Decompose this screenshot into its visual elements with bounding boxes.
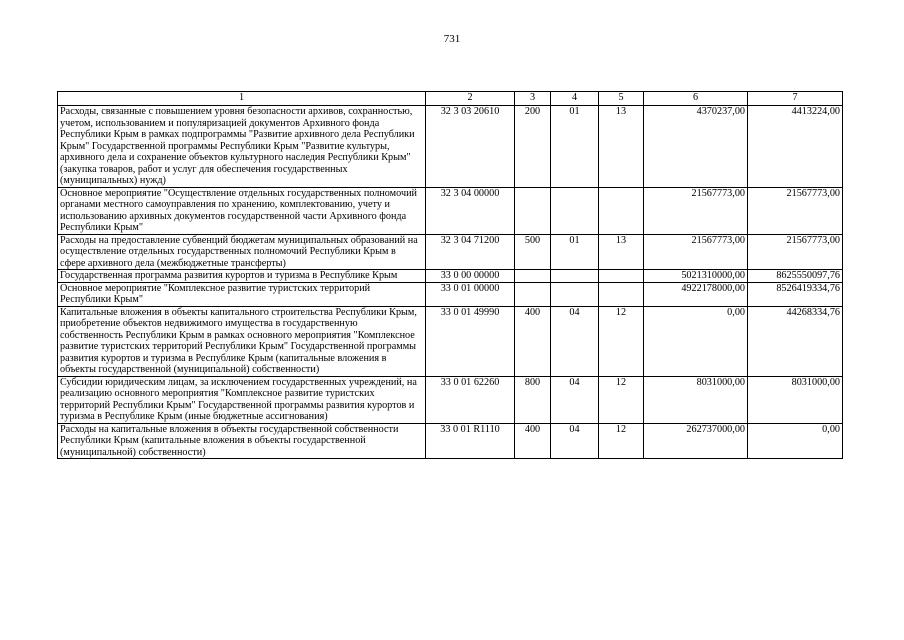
page-number: 731: [443, 33, 461, 45]
row-name: Государственная программа развития курортов и туризма в Республике Крым: [58, 270, 426, 283]
table-row: [58, 106, 843, 188]
row-col-3: 800: [515, 376, 551, 423]
row-col-3: 500: [515, 234, 551, 270]
row-name: Основное мероприятие "Комплексное развитие туристских территорий Республики Крым": [58, 282, 426, 306]
row-code: 32 3 03 20610: [426, 106, 515, 188]
header-cell: 1: [58, 92, 426, 106]
header-cell: 4: [551, 92, 599, 106]
row-code: 32 3 04 71200: [426, 234, 515, 270]
row-col-5: 12: [599, 423, 644, 459]
row-col-5: [599, 282, 644, 306]
header-row: [58, 92, 843, 106]
table-row: [58, 423, 843, 459]
header-cell: 7: [748, 92, 843, 106]
header-cell: 6: [644, 92, 748, 106]
row-col-5: [599, 187, 644, 234]
row-col-3: [515, 187, 551, 234]
row-col-3: 200: [515, 106, 551, 188]
table-row: [58, 187, 843, 234]
row-col-4: 01: [551, 234, 599, 270]
row-col-7: 0,00: [748, 423, 843, 459]
row-name: Расходы на капитальные вложения в объекты государственной собственности Республики Крым (капитальные вложения в объекты государственной (муниципальной) собственности): [58, 423, 426, 459]
table-row: [58, 306, 843, 376]
row-code: 33 0 01 49990: [426, 306, 515, 376]
row-name: Субсидии юридическим лицам, за исключением государственных учреждений, на реализацию основного мероприятия "Комплексное развитие туристских территорий Республики Крым" Государственной программы развития курортов и туризма в Республике Крым (иные бюджетные ассигнования): [58, 376, 426, 423]
row-col-4: 04: [551, 423, 599, 459]
row-name: Основное мероприятие "Осуществление отдельных государственных полномочий органами местного самоуправления по хранению, комплектованию, учету и использованию архивных документов государственной части Архивного фонда Республики Крым": [58, 187, 426, 234]
header-cell: 5: [599, 92, 644, 106]
row-col-7: 21567773,00: [748, 234, 843, 270]
row-col-5: [599, 270, 644, 283]
row-code: 33 0 01 R1110: [426, 423, 515, 459]
header-cell: 3: [515, 92, 551, 106]
row-col-4: 04: [551, 376, 599, 423]
row-code: 33 0 00 00000: [426, 270, 515, 283]
row-col-6: 262737000,00: [644, 423, 748, 459]
row-col-3: [515, 270, 551, 283]
row-col-7: 21567773,00: [748, 187, 843, 234]
row-code: 33 0 01 00000: [426, 282, 515, 306]
row-col-3: 400: [515, 423, 551, 459]
row-col-5: 13: [599, 106, 644, 188]
row-col-6: 4370237,00: [644, 106, 748, 188]
row-col-6: 8031000,00: [644, 376, 748, 423]
row-col-6: 5021310000,00: [644, 270, 748, 283]
row-col-7: 44268334,76: [748, 306, 843, 376]
row-col-5: 12: [599, 306, 644, 376]
row-col-7: 4413224,00: [748, 106, 843, 188]
row-code: 32 3 04 00000: [426, 187, 515, 234]
row-name: Расходы на предоставление субвенций бюджетам муниципальных образований на осуществление отдельных государственных полномочий Республики Крым в сфере архивного дела (межбюджетные трансферты): [58, 234, 426, 270]
table-row: [58, 376, 843, 423]
row-col-6: 4922178000,00: [644, 282, 748, 306]
header-cell: 2: [426, 92, 515, 106]
row-code: 33 0 01 62260: [426, 376, 515, 423]
row-col-6: 21567773,00: [644, 187, 748, 234]
table-row: [58, 234, 843, 270]
row-name: Расходы, связанные с повышением уровня безопасности архивов, сохранностью, учетом, использованием и популяризацией документов Архивного фонда Республики Крым в рамках подпрограммы "Развитие архивного дела Республики Крым" Государственной программы Республики Крым "Развитие культуры, архивного дела и сохранение объектов культурного наследия Республики Крым" (закупка товаров, работ и услуг для обеспечения государственных (муниципальных) нужд): [58, 106, 426, 188]
row-col-5: 12: [599, 376, 644, 423]
row-col-4: [551, 282, 599, 306]
row-col-4: 04: [551, 306, 599, 376]
row-col-4: [551, 187, 599, 234]
row-col-7: 8526419334,76: [748, 282, 843, 306]
row-col-4: [551, 270, 599, 283]
row-col-3: [515, 282, 551, 306]
budget-table: [57, 91, 843, 459]
row-col-7: 8031000,00: [748, 376, 843, 423]
row-col-3: 400: [515, 306, 551, 376]
row-col-6: 0,00: [644, 306, 748, 376]
row-name: Капитальные вложения в объекты капитального строительства Республики Крым, приобретение объектов недвижимого имущества в государственную собственность Республики Крым в рамках основного мероприятия "Комплексное развитие туристских территорий Республики Крым" Государственной программы развития курортов и туризма в Республике Крым (капитальные вложения в объекты государственной (муниципальной) собственности): [58, 306, 426, 376]
table-row: [58, 282, 843, 306]
row-col-7: 8625550097,76: [748, 270, 843, 283]
table-row: [58, 270, 843, 283]
row-col-6: 21567773,00: [644, 234, 748, 270]
row-col-4: 01: [551, 106, 599, 188]
row-col-5: 13: [599, 234, 644, 270]
